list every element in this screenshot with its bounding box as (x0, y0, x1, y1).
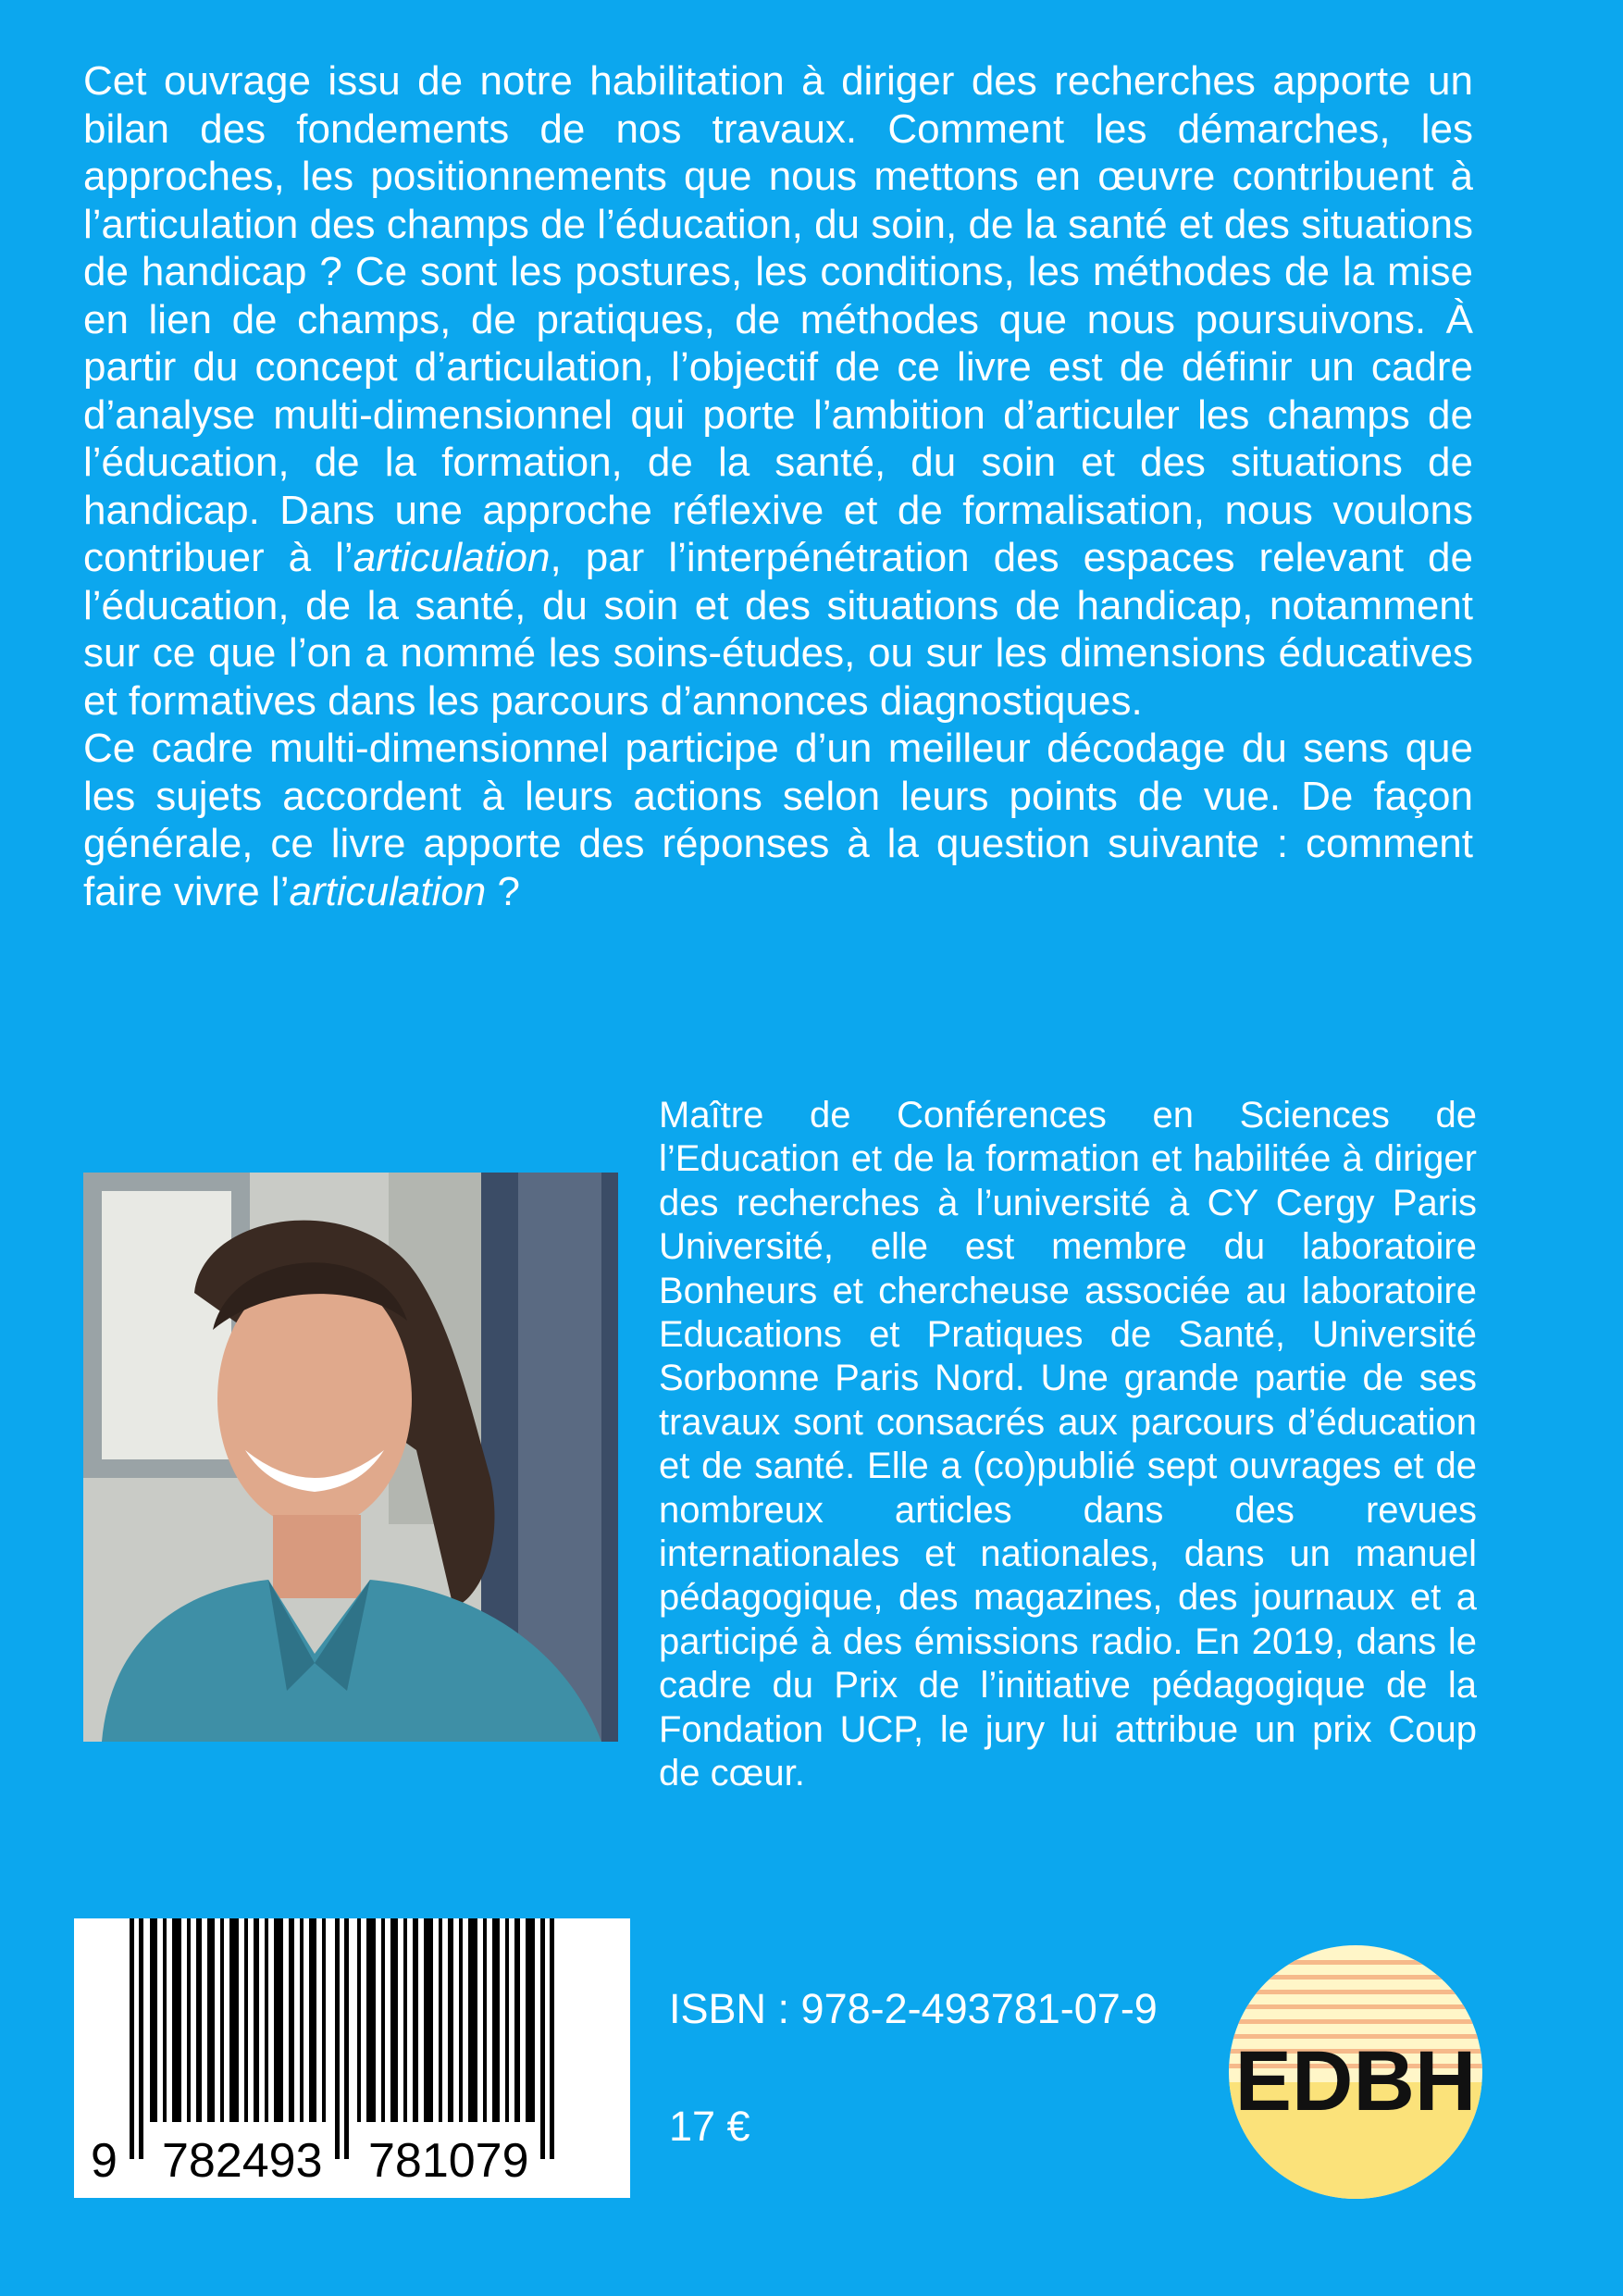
blurb-paragraph-1 (83, 57, 1473, 725)
barcode-digit-group-2: 781079 (368, 2134, 529, 2188)
edbh-logo-icon (1227, 1943, 1484, 2201)
author-biography: Maître de Conférences en Sciences de l’Education et de la formation et habilitée à diriger des recherches à l’université à CY Cergy Paris Université, elle est membre du laboratoire Bonheurs et chercheuse associée au laboratoire Educations et Pratiques de Santé, Université Sorbonne Paris Nord. Une grande partie de ses travaux sont consacrés aux parcours d’éducation et de santé. Elle a (co)publié sept ouvrages et de nombreux articles dans des revues internationales et nationales, dans un manuel pédagogique, des magazines, des journaux et a participé à des émissions radio. En 2019, dans le cadre du Prix de l’initiative pédagogique de la Fondation UCP, le jury lui attribue un prix Coup de cœur. (659, 1095, 1477, 1794)
blurb-italic-term: articulation (353, 535, 551, 580)
svg-text:EDBH: EDBH (1234, 2034, 1477, 2128)
blurb-text: , par l’interpénétration des espaces relevant de l’éducation, de la santé, du soin et des situations de handicap, notamment sur ce que l’on a nommé les soins-études, ou sur les dimensions éducatives et formatives dans les parcours d’annonces diagnostiques. (83, 535, 1473, 724)
blurb-italic-term: articulation (289, 868, 487, 914)
author-portrait-illustration (83, 1173, 618, 1742)
barcode-number (74, 2133, 630, 2189)
back-cover-blurb (83, 57, 1473, 915)
barcode-digit-lead: 9 (91, 2134, 118, 2188)
publisher-logo (1227, 1943, 1484, 2201)
blurb-paragraph-2 (83, 725, 1473, 915)
blurb-text: Ce cadre multi-dimensionnel participe d’un meilleur décodage du sens que les sujets accordent à leurs actions selon leurs points de vue. De façon générale, ce livre apporte des réponses à la question suivante : comment faire vivre l’ (83, 726, 1473, 914)
blurb-text: ? (486, 868, 520, 914)
blurb-text: Cet ouvrage issu de notre habilitation à diriger des recherches apporte un bilan des fondements de nos travaux. Comment les démarches, les approches, les positionnements que nous mettons en œuvre contribuent à l’articulation des champs de l’éducation, du soin, de la santé et des situations de handicap ? Ce sont les postures, les conditions, les méthodes de la mise en lien de champs, de pratiques, de méthodes que nous poursuivons. À partir du concept d’articulation, l’objectif de ce livre est de définir un cadre d’analyse multi-dimensionnel qui porte l’ambition d’articuler les champs de l’éducation, de la formation, de la santé, du soin et des situations de handicap. Dans une approche réflexive et de formalisation, nous voulons contribuer à l’ (83, 58, 1473, 580)
author-photo (83, 1173, 618, 1742)
isbn-barcode (74, 1918, 630, 2198)
isbn-text: ISBN : 978-2-493781-07-9 (669, 1985, 1158, 2032)
price-text: 17 € (669, 2103, 750, 2150)
barcode-digit-group-1: 782493 (162, 2134, 323, 2188)
